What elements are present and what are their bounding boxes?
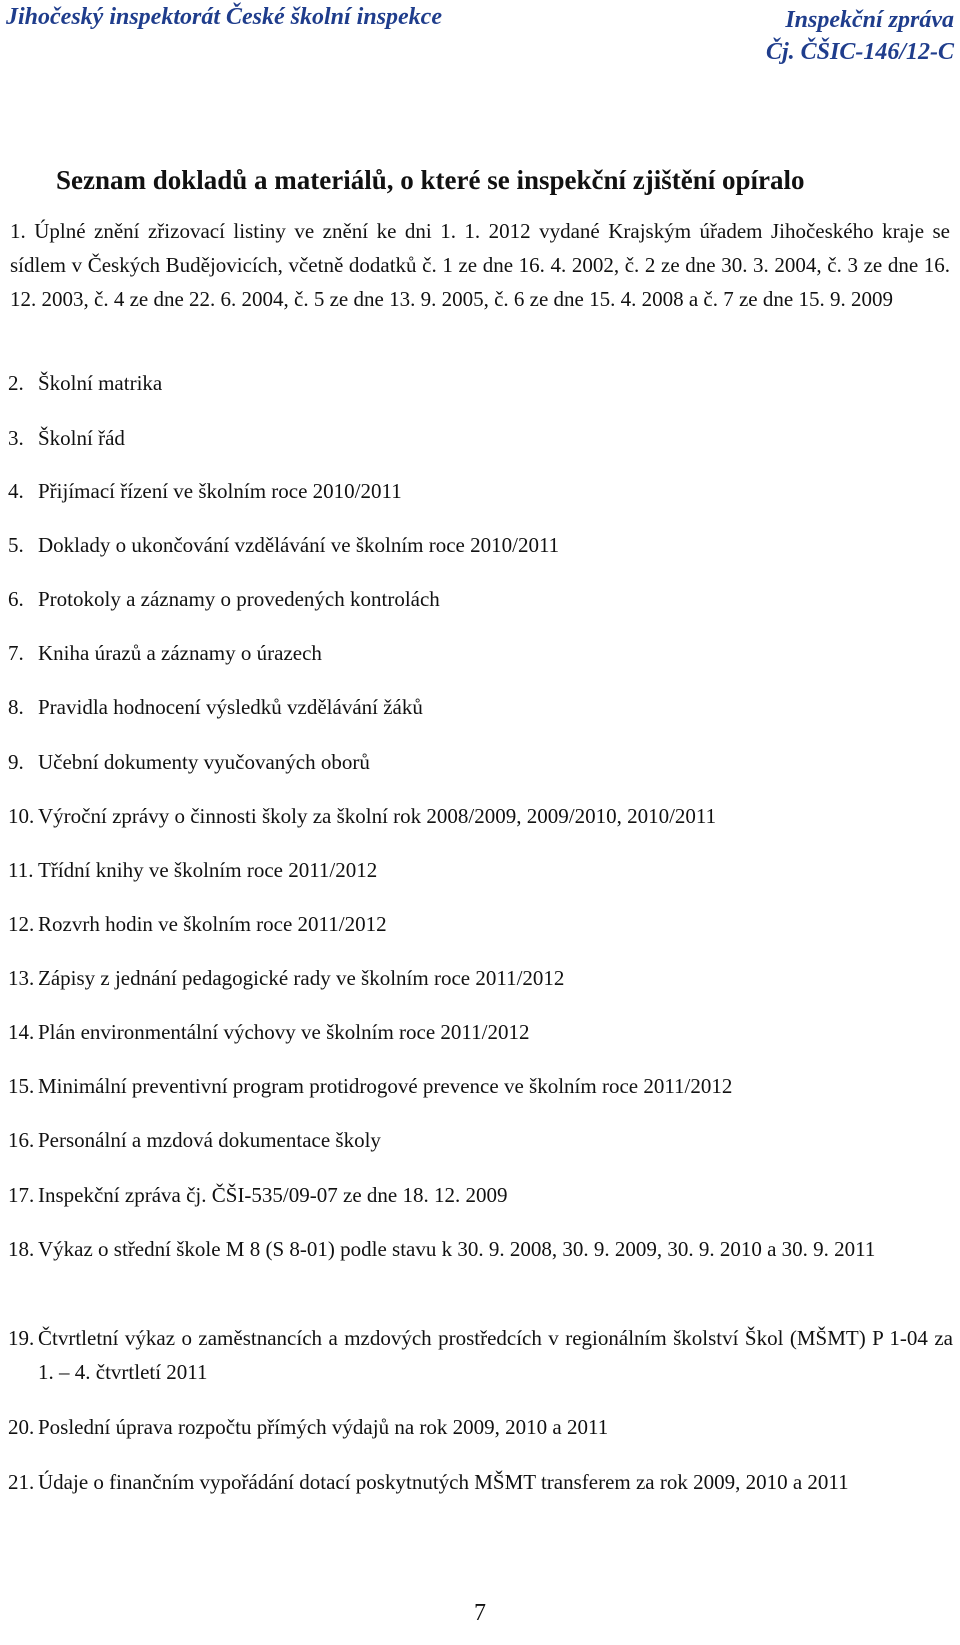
list-item	[8, 636, 958, 670]
item-text: Kniha úrazů a záznamy o úrazech	[38, 641, 322, 665]
list-item	[8, 853, 958, 887]
item-number: 15.	[8, 1074, 35, 1098]
item-text: Výroční zprávy o činnosti školy za školní rok 2008/2009, 2009/2010, 2010/2011	[38, 804, 717, 828]
item-text: Čtvrtletní výkaz o zaměstnancích a mzdových prostředcích v regionálním školství Škol (MŠMT) P 1-04 za 1. – 4. čtvrtletí 2011	[38, 1326, 953, 1384]
item-text: Doklady o ukončování vzdělávání ve školním roce 2010/2011	[38, 533, 560, 557]
list-item	[8, 745, 958, 779]
list-item	[8, 582, 958, 616]
item-number: 20.	[8, 1415, 35, 1439]
list-item	[8, 1232, 953, 1266]
list-item	[8, 1123, 958, 1157]
list-item	[8, 799, 958, 833]
item-text: Přijímací řízení ve školním roce 2010/2011	[38, 479, 402, 503]
list-item	[8, 1410, 958, 1444]
item-text: Rozvrh hodin ve školním roce 2011/2012	[38, 912, 387, 936]
item-number: 8.	[8, 695, 24, 719]
list-item	[8, 961, 958, 995]
list-item	[8, 1465, 953, 1499]
item-number: 14.	[8, 1020, 35, 1044]
page-title: Seznam dokladů a materiálů, o které se inspekční zjištění opíralo	[56, 165, 805, 195]
list-item	[8, 1321, 953, 1389]
list-item	[10, 214, 950, 316]
list-item	[8, 421, 958, 455]
item-text: Zápisy z jednání pedagogické rady ve školním roce 2011/2012	[38, 966, 565, 990]
item-number: 2.	[8, 371, 24, 395]
list-item	[8, 1069, 958, 1103]
item-number: 12.	[8, 912, 35, 936]
item-number: 17.	[8, 1183, 35, 1207]
item-text: Pravidla hodnocení výsledků vzdělávání žáků	[38, 695, 423, 719]
item-number: 18.	[8, 1237, 35, 1261]
item-text: Školní matrika	[38, 371, 163, 395]
item-text: Protokoly a záznamy o provedených kontrolách	[38, 587, 440, 611]
item-text: Úplné znění zřizovací listiny ve znění ke dni 1. 1. 2012 vydané Krajským úřadem Jihočeského kraje se sídlem v Českých Budějovicích, včetně dodatků č. 1 ze dne 16. 4. 2002, č. 2 ze dne 30. 3. 2004, č. 3 ze dne 16. 12. 2003, č. 4 ze dne 22. 6. 2004, č. 5 ze dne 13. 9. 2005, č. 6 ze dne 15. 4. 2008 a č. 7 ze dne 15. 9. 2009	[10, 219, 951, 311]
item-text: Třídní knihy ve školním roce 2011/2012	[38, 858, 378, 882]
item-text: Personální a mzdová dokumentace školy	[38, 1128, 381, 1152]
item-number: 19.	[8, 1326, 35, 1350]
item-number: 10.	[8, 804, 35, 828]
item-text: Inspekční zpráva čj. ČŠI-535/09-07 ze dne 18. 12. 2009	[38, 1183, 508, 1207]
list-item	[8, 1015, 958, 1049]
item-text: Výkaz o střední škole M 8 (S 8-01) podle stavu k 30. 9. 2008, 30. 9. 2009, 30. 9. 2010 a 30. 9. 2011	[38, 1237, 876, 1261]
item-number: 1.	[10, 219, 26, 243]
list-item	[8, 1178, 958, 1212]
header-case-number: Čj. ČŠIC-146/12-C	[765, 39, 954, 65]
item-text: Minimální preventivní program protidrogové prevence ve školním roce 2011/2012	[38, 1074, 733, 1098]
item-number: 6.	[8, 587, 24, 611]
list-item	[8, 528, 958, 562]
list-item	[8, 366, 958, 400]
item-text: Plán environmentální výchovy ve školním roce 2011/2012	[38, 1020, 530, 1044]
list-item	[8, 690, 958, 724]
header-report-id	[766, 4, 954, 68]
header-report-label: Inspekční zpráva	[785, 7, 954, 33]
item-text: Učební dokumenty vyučovaných oborů	[38, 750, 370, 774]
item-number: 21.	[8, 1470, 35, 1494]
item-text: Školní řád	[38, 426, 125, 450]
list-item	[8, 474, 958, 508]
item-number: 11.	[8, 858, 34, 882]
item-text: Poslední úprava rozpočtu přímých výdajů na rok 2009, 2010 a 2011	[38, 1415, 609, 1439]
list-item	[8, 907, 958, 941]
header-inspectorate: Jihočeský inspektorát České školní inspekce	[6, 4, 442, 30]
page-number: 7	[474, 1600, 486, 1626]
item-number: 3.	[8, 426, 24, 450]
item-number: 5.	[8, 533, 24, 557]
item-number: 9.	[8, 750, 24, 774]
item-number: 16.	[8, 1128, 35, 1152]
item-number: 13.	[8, 966, 35, 990]
item-number: 7.	[8, 641, 24, 665]
item-text: Údaje o finančním vypořádání dotací poskytnutých MŠMT transferem za rok 2009, 2010 a 2011	[38, 1470, 849, 1494]
item-number: 4.	[8, 479, 24, 503]
